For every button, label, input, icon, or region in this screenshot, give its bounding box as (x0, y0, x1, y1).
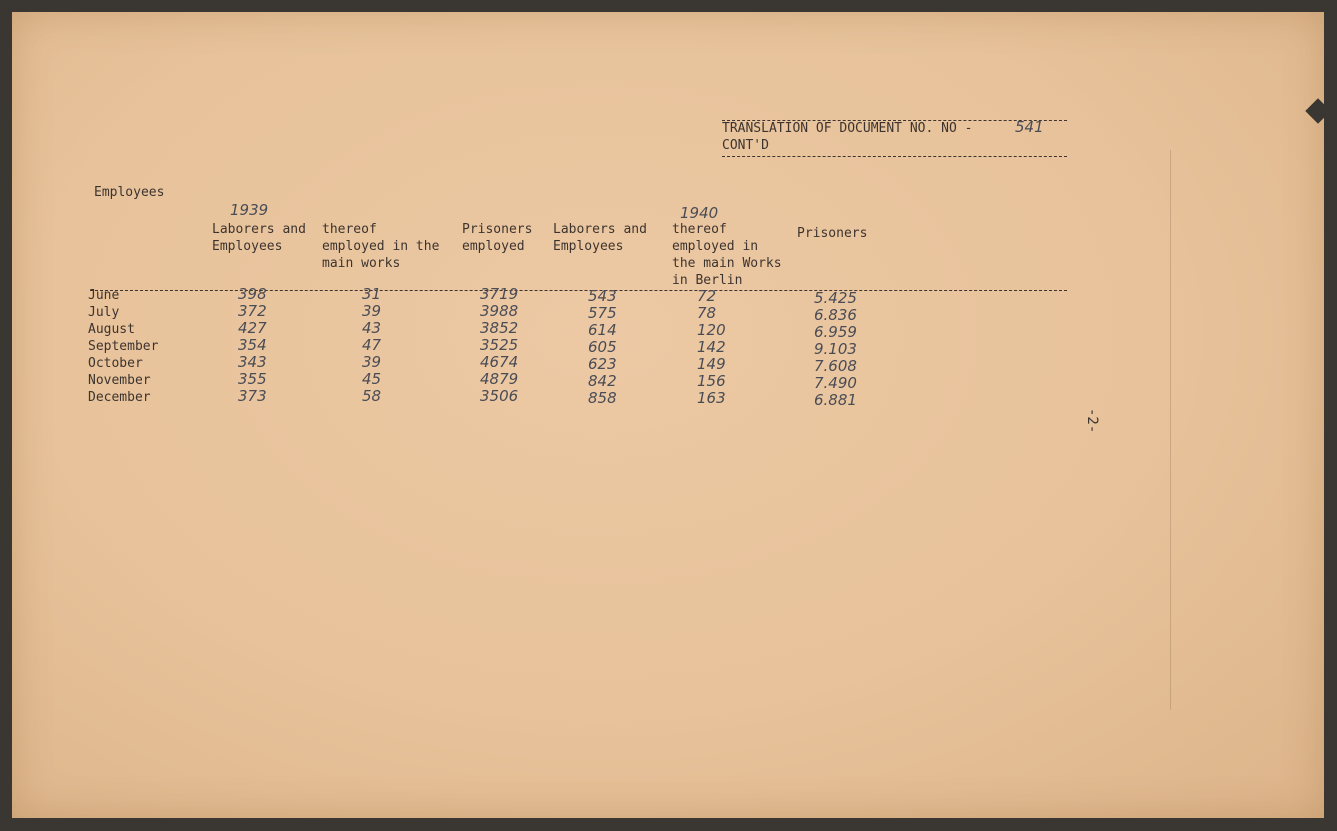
cell-v6: 9.103 (814, 340, 857, 358)
row-month: June (88, 288, 120, 303)
cell-v6: 7.608 (814, 357, 857, 375)
cell-v1: 354 (238, 336, 267, 354)
col-header-main-works-1939: thereof employed in the main works (322, 222, 440, 271)
cell-v3: 4674 (480, 353, 519, 371)
page-notch (1305, 98, 1330, 123)
cell-v5: 78 (697, 304, 717, 322)
cell-v4: 543 (588, 287, 617, 305)
row-month: August (88, 322, 135, 337)
col-header-prisoners-1940: Prisoners (797, 226, 868, 241)
cell-v5: 163 (697, 389, 726, 407)
cell-v2: 45 (362, 370, 382, 388)
cell-v4: 575 (588, 304, 617, 322)
cell-v2: 39 (362, 353, 382, 371)
col-header-prisoners-1939: Prisoners employed (462, 222, 533, 254)
row-month: July (88, 305, 120, 320)
cell-v5: 156 (697, 372, 726, 390)
table-rule (90, 290, 1067, 291)
cell-v5: 120 (697, 321, 726, 339)
cell-v2: 47 (362, 336, 382, 354)
header-rule-bottom (722, 156, 1067, 157)
cell-v3: 4879 (480, 370, 519, 388)
cell-v2: 58 (362, 387, 382, 405)
cell-v5: 72 (697, 287, 717, 305)
row-month: December (88, 390, 151, 405)
contd-label: CONT'D (722, 138, 769, 153)
cell-v3: 3988 (480, 302, 519, 320)
cell-v6: 6.881 (814, 391, 857, 409)
cell-v3: 3852 (480, 319, 519, 337)
cell-v4: 623 (588, 355, 617, 373)
col-header-laborers-1939: Laborers and Employees (212, 222, 306, 254)
cell-v1: 343 (238, 353, 267, 371)
row-month: September (88, 339, 159, 354)
cell-v2: 31 (362, 285, 382, 303)
cell-v6: 7.490 (814, 374, 857, 392)
section-title: Employees (94, 185, 165, 200)
cell-v4: 842 (588, 372, 617, 390)
page-number: -2- (1084, 408, 1100, 434)
margin-line (1170, 150, 1171, 710)
translation-title: TRANSLATION OF DOCUMENT NO. NO - (722, 121, 981, 136)
cell-v1: 355 (238, 370, 267, 388)
col-header-main-works-berlin-1940: thereof employed in the main Works in Berlin (672, 222, 782, 288)
cell-v2: 43 (362, 319, 382, 337)
cell-v1: 373 (238, 387, 267, 405)
document-number: 541 (1015, 118, 1044, 136)
cell-v1: 398 (238, 285, 267, 303)
col-header-laborers-1940: Laborers and Employees (553, 222, 647, 254)
cell-v1: 427 (238, 319, 267, 337)
cell-v3: 3525 (480, 336, 519, 354)
cell-v3: 3506 (480, 387, 519, 405)
cell-v5: 149 (697, 355, 726, 373)
cell-v5: 142 (697, 338, 726, 356)
cell-v4: 858 (588, 389, 617, 407)
cell-v2: 39 (362, 302, 382, 320)
cell-v6: 6.836 (814, 306, 857, 324)
cell-v3: 3719 (480, 285, 519, 303)
cell-v1: 372 (238, 302, 267, 320)
row-month: October (88, 356, 143, 371)
document-page (12, 12, 1324, 818)
row-month: November (88, 373, 151, 388)
year-1939: 1939 (230, 201, 269, 219)
cell-v4: 614 (588, 321, 617, 339)
cell-v6: 6.959 (814, 323, 857, 341)
cell-v6: 5.425 (814, 289, 857, 307)
cell-v4: 605 (588, 338, 617, 356)
year-1940: 1940 (680, 204, 719, 222)
